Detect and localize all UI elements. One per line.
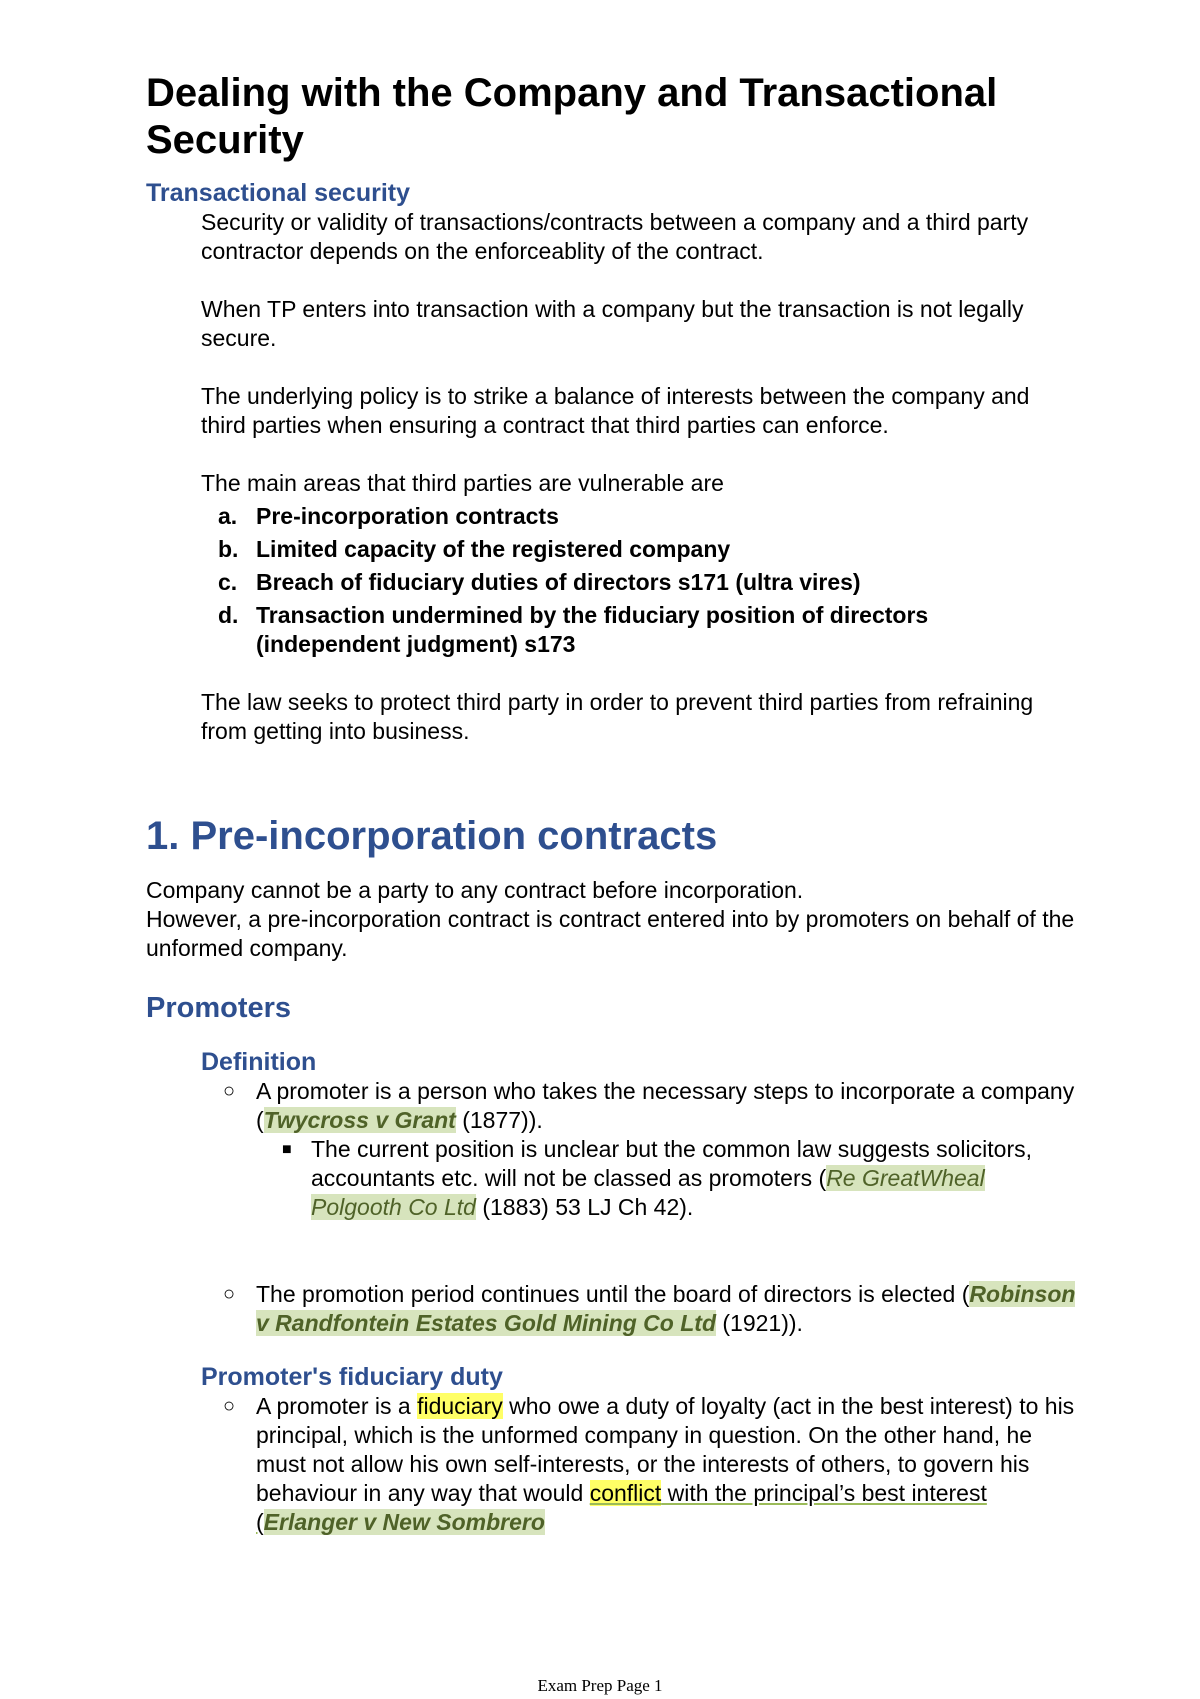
list-item: b. Limited capacity of the registered company (218, 536, 731, 562)
case-citation: Erlanger v New Sombrero (263, 1509, 545, 1535)
page-footer: Exam Prep Page 1 (537, 1676, 663, 1695)
vulnerable-areas-list (146, 502, 1076, 659)
paragraph: The main areas that third parties are vulnerable are (201, 470, 724, 496)
heading-fiduciary-duty: Promoter's fiduciary duty (201, 1363, 503, 1391)
list-item: a. Pre-incorporation contracts (218, 503, 559, 529)
highlighted-term: fiduciary (417, 1393, 503, 1419)
list-item: d. Transaction undermined by the fiduciary position of directors (independent judgment) s173 (218, 602, 929, 657)
heading-transactional-security: Transactional security (146, 179, 411, 207)
page-title: Dealing with the Company and Transactional Security (146, 71, 998, 162)
highlighted-term: conflict (589, 1480, 662, 1506)
case-citation: Robinson v Randfontein Estates Gold Mining Co Ltd (256, 1281, 1076, 1336)
list-item: ○ A promoter is a person who takes the necessary steps to incorporate a company (Twycross v Grant (1877)). (223, 1078, 1075, 1133)
heading-pre-incorporation: 1. Pre-incorporation contracts (146, 814, 718, 858)
list-item: ■ The current position is unclear but the common law suggests solicitors, accountants etc. will not be classed as promoters (Re GreatWheal Polgooth Co Ltd (1883) 53 LJ Ch 42). (282, 1136, 1032, 1220)
list-item: ○ The promotion period continues until the board of directors is elected (Robinson v Randfontein Estates Gold Mining Co Ltd (1921)). (223, 1281, 1076, 1336)
paragraph: Company cannot be a party to any contract before incorporation. (146, 877, 804, 903)
paragraph: The law seeks to protect third party in order to prevent third parties from refraining from getting into business. (201, 689, 1034, 744)
paragraph: When TP enters into transaction with a company but the transaction is not legally secure. (201, 296, 1024, 351)
heading-promoters: Promoters (146, 992, 292, 1024)
page-content (146, 70, 1076, 1537)
list-item: c. Breach of fiduciary duties of directors s171 (ultra vires) (218, 569, 861, 595)
case-citation: Twycross v Grant (263, 1107, 456, 1133)
section-transactional-security (201, 208, 1076, 498)
paragraph: The underlying policy is to strike a balance of interests between the company and third parties when ensuring a contract that third parties can enforce. (201, 383, 1030, 438)
heading-definition: Definition (201, 1048, 317, 1076)
list-item: ○ A promoter is a fiduciary who owe a duty of loyalty (act in the best interest) to his principal, which is the unformed company in question. On the other hand, he must not allow his own self-interests, or the interests of others, to govern his behaviour in any way that would conflict with the principal’s best interest (Erlanger v New Sombrero (223, 1393, 1075, 1535)
paragraph: However, a pre-incorporation contract is contract entered into by promoters on behalf of the unformed company. (146, 906, 1075, 961)
paragraph: Security or validity of transactions/contracts between a company and a third party contractor depends on the enforceablity of the contract. (201, 209, 1029, 264)
case-citation: Re GreatWheal Polgooth Co Ltd (311, 1165, 985, 1220)
